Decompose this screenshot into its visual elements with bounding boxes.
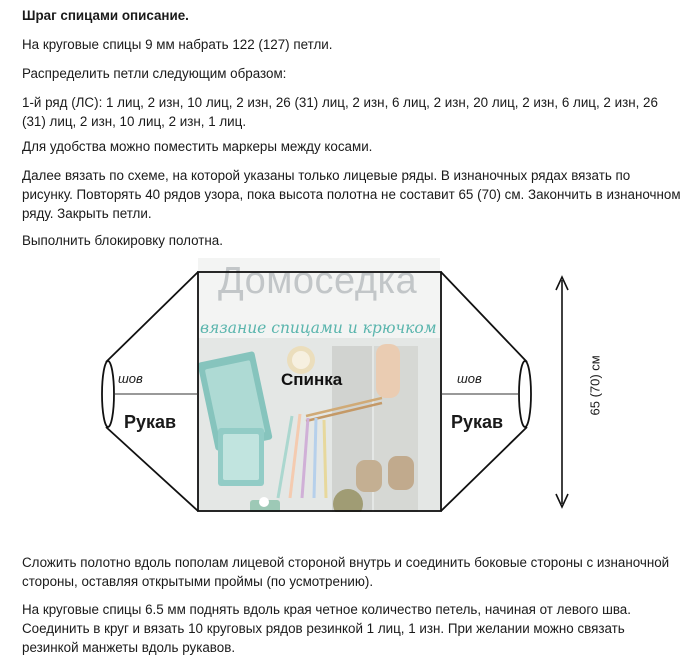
page-title: Шраг спицами описание. [22,8,189,23]
paragraph-assembly: Сложить полотно вдоль пополам лицевой стороной внутрь и соединить боковые стороны с изнаночной стороны, оставляя открытыми проймы (по усмотрению). [22,555,670,589]
back-label: Спинка [281,370,343,389]
shrug-diagram [0,252,699,542]
paragraph-markers: Для удобства можно поместить маркеры между косами. [22,139,373,154]
paragraph-ribbing: На круговые спицы 6.5 мм поднять вдоль края четное количество петель, начиная от левого шва. Соединить в круг и вязать 10 круговых рядов резинкой 1 лиц, 1 изн. При желании можно связать резинкой манжеты вдоль рукавов. [22,602,631,655]
left-sleeve-outline [106,272,198,511]
right-sleeve-outline [441,272,527,511]
paragraph-pattern: Далее вязать по схеме, на которой указаны только лицевые ряды. В изнаночных рядах вязать по рисунку. Повторять 40 рядов узора, пока высота полотна не составит 65 (70) см. Закончить в изнаночном ряду. Закрыть петли. [22,168,681,221]
left-sleeve-label: Рукав [124,412,177,432]
paragraph-blocking: Выполнить блокировку полотна. [22,233,223,248]
watermark-title: Домоседка [218,260,418,302]
left-seam-label: шов [118,371,143,386]
right-seam-label: шов [457,371,482,386]
paragraph-distribute: Распределить петли следующим образом: [22,66,287,81]
paragraph-row-1: 1-й ряд (ЛС): 1 лиц, 2 изн, 10 лиц, 2 изн, 26 (31) лиц, 2 изн, 6 лиц, 2 изн, 20 лиц, 2 изн, 6 лиц, 2 изн, 26 (31) лиц, 2 изн, 10 лиц, 2 изн, 1 лиц. [22,95,658,129]
paragraph-cast-on: На круговые спицы 9 мм набрать 122 (127) петли. [22,37,333,52]
height-label: 65 (70) см [587,355,603,416]
left-cuff-outline [102,361,114,427]
right-sleeve-label: Рукав [451,412,504,432]
right-cuff-outline [519,361,531,427]
back-panel-outline [198,272,441,511]
watermark-subtitle: вязание спицами и крючком [200,319,437,337]
